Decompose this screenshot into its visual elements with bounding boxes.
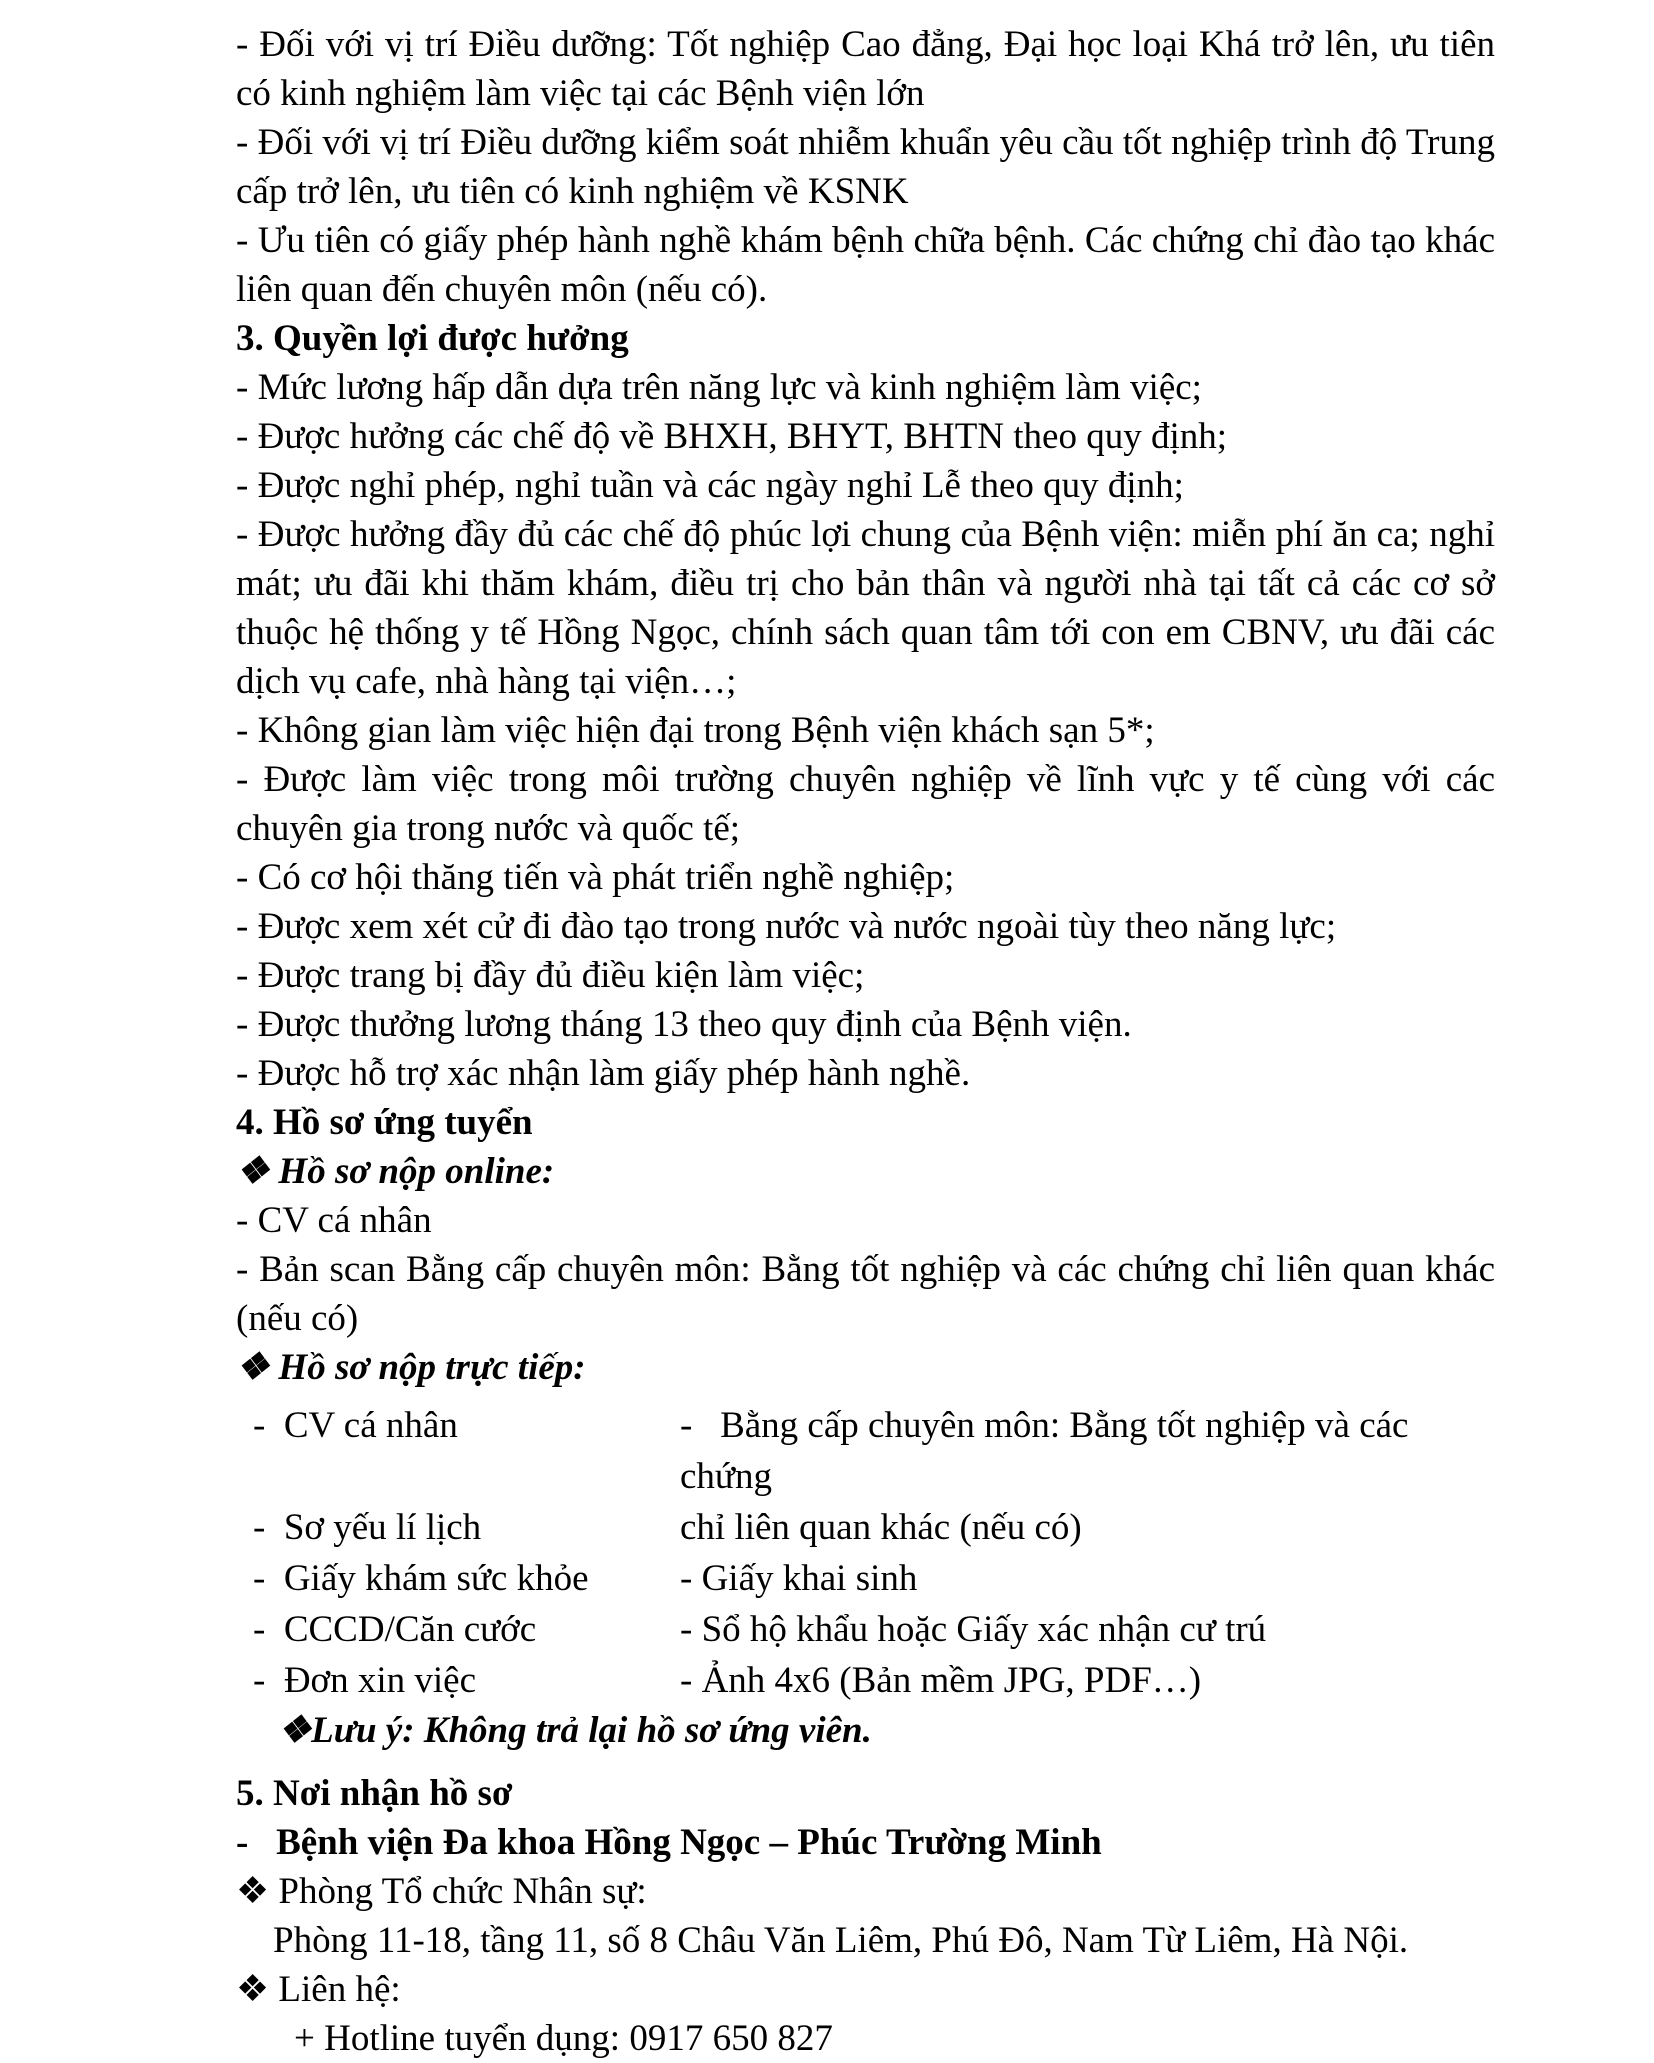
address-line: Phòng 11-18, tầng 11, số 8 Châu Văn Liêm, Phú Đô, Nam Từ Liêm, Hà Nội. bbox=[273, 1920, 1409, 1961]
benefit-paragraph: - Mức lương hấp dẫn dựa trên năng lực và kinh nghiệm làm việc; bbox=[236, 367, 1202, 408]
requirement-paragraph: - Đối với vị trí Điều dưỡng kiểm soát nhiễm khuẩn yêu cầu tốt nghiệp trình độ Trung cấp trở lên, ưu tiên có kinh nghiệm về KSNK bbox=[236, 122, 1505, 212]
two-column-row bbox=[236, 1655, 1495, 1706]
hotline-line: + Hotline tuyển dụng: 0917 650 827 bbox=[294, 2018, 833, 2059]
hospital-name-line: - Bệnh viện Đa khoa Hồng Ngọc – Phúc Trường Minh bbox=[236, 1822, 1102, 1863]
benefit-paragraph: - Được hưởng các chế độ về BHXH, BHYT, BHTN theo quy định; bbox=[236, 416, 1228, 457]
benefit-paragraph: - Được làm việc trong môi trường chuyên nghiệp về lĩnh vực y tế cùng với các chuyên gia trong nước và quốc tế; bbox=[236, 759, 1505, 849]
online-dossier-subheading: ❖ Hồ sơ nộp online: bbox=[236, 1151, 555, 1192]
benefit-paragraph: - Được hưởng đầy đủ các chế độ phúc lợi chung của Bệnh viện: miễn phí ăn ca; nghỉ mát; ưu đãi khi thăm khám, điều trị cho bản thân và người nhà tại tất cả các cơ sở thuộc hệ thống y tế Hồng Ngọc, chính sách quan tâm tới con em CBNV, ưu đãi các dịch vụ cafe, nhà hàng tại viện…; bbox=[236, 514, 1505, 702]
column-right-item: - Sổ hộ khẩu hoặc Giấy xác nhận cư trú bbox=[680, 1609, 1267, 1650]
benefit-paragraph: - Có cơ hội thăng tiến và phát triển nghề nghiệp; bbox=[236, 857, 955, 898]
column-left-item: - CCCD/Căn cước bbox=[253, 1609, 537, 1650]
column-left-item: - CV cá nhân bbox=[253, 1405, 458, 1446]
note-line: ❖Lưu ý: Không trả lại hồ sơ ứng viên. bbox=[278, 1710, 872, 1751]
hr-department-line: ❖ Phòng Tổ chức Nhân sự: bbox=[236, 1871, 647, 1912]
benefit-paragraph: - Không gian làm việc hiện đại trong Bệnh viện khách sạn 5*; bbox=[236, 710, 1155, 751]
benefit-paragraph: - Được thưởng lương tháng 13 theo quy định của Bệnh viện. bbox=[236, 1004, 1132, 1045]
section-4-heading: 4. Hồ sơ ứng tuyển bbox=[236, 1102, 533, 1143]
column-right-item: - Giấy khai sinh bbox=[680, 1558, 918, 1599]
benefit-paragraph: - Được trang bị đầy đủ điều kiện làm việc; bbox=[236, 955, 865, 996]
requirement-paragraph: - Đối với vị trí Điều dưỡng: Tốt nghiệp Cao đẳng, Đại học loại Khá trở lên, ưu tiên có kinh nghiệm làm việc tại các Bệnh viện lớn bbox=[236, 24, 1505, 114]
section-5-heading: 5. Nơi nhận hồ sơ bbox=[236, 1773, 513, 1814]
two-column-row bbox=[236, 1502, 1495, 1553]
column-right-item: - Bằng cấp chuyên môn: Bằng tốt nghiệp và các chứng bbox=[680, 1405, 1418, 1497]
two-column-row bbox=[236, 1553, 1495, 1604]
column-left-item: - Sơ yếu lí lịch bbox=[253, 1507, 482, 1548]
column-right-item: - Ảnh 4x6 (Bản mềm JPG, PDF…) bbox=[680, 1660, 1202, 1701]
benefit-paragraph: - Được xem xét cử đi đào tạo trong nước và nước ngoài tùy theo năng lực; bbox=[236, 906, 1337, 947]
column-left-item: - Giấy khám sức khỏe bbox=[253, 1558, 589, 1599]
direct-dossier-subheading: ❖ Hồ sơ nộp trực tiếp: bbox=[236, 1347, 586, 1388]
benefit-paragraph: - Được nghỉ phép, nghỉ tuần và các ngày nghỉ Lễ theo quy định; bbox=[236, 465, 1184, 506]
direct-dossier-list bbox=[236, 1400, 1495, 1706]
dossier-item: - Bản scan Bằng cấp chuyên môn: Bằng tốt nghiệp và các chứng chỉ liên quan khác (nếu có) bbox=[236, 1249, 1505, 1339]
column-left-item: - Đơn xin việc bbox=[253, 1660, 477, 1701]
requirement-paragraph: - Ưu tiên có giấy phép hành nghề khám bệnh chữa bệnh. Các chứng chỉ đào tạo khác liên quan đến chuyên môn (nếu có). bbox=[236, 220, 1505, 310]
contact-line: ❖ Liên hệ: bbox=[236, 1969, 401, 2010]
column-right-item: chỉ liên quan khác (nếu có) bbox=[680, 1507, 1082, 1548]
two-column-row bbox=[236, 1400, 1495, 1502]
dossier-item: - CV cá nhân bbox=[236, 1200, 432, 1241]
benefit-paragraph: - Được hỗ trợ xác nhận làm giấy phép hành nghề. bbox=[236, 1053, 971, 1094]
section-3-heading: 3. Quyền lợi được hưởng bbox=[236, 318, 629, 359]
two-column-row bbox=[236, 1604, 1495, 1655]
